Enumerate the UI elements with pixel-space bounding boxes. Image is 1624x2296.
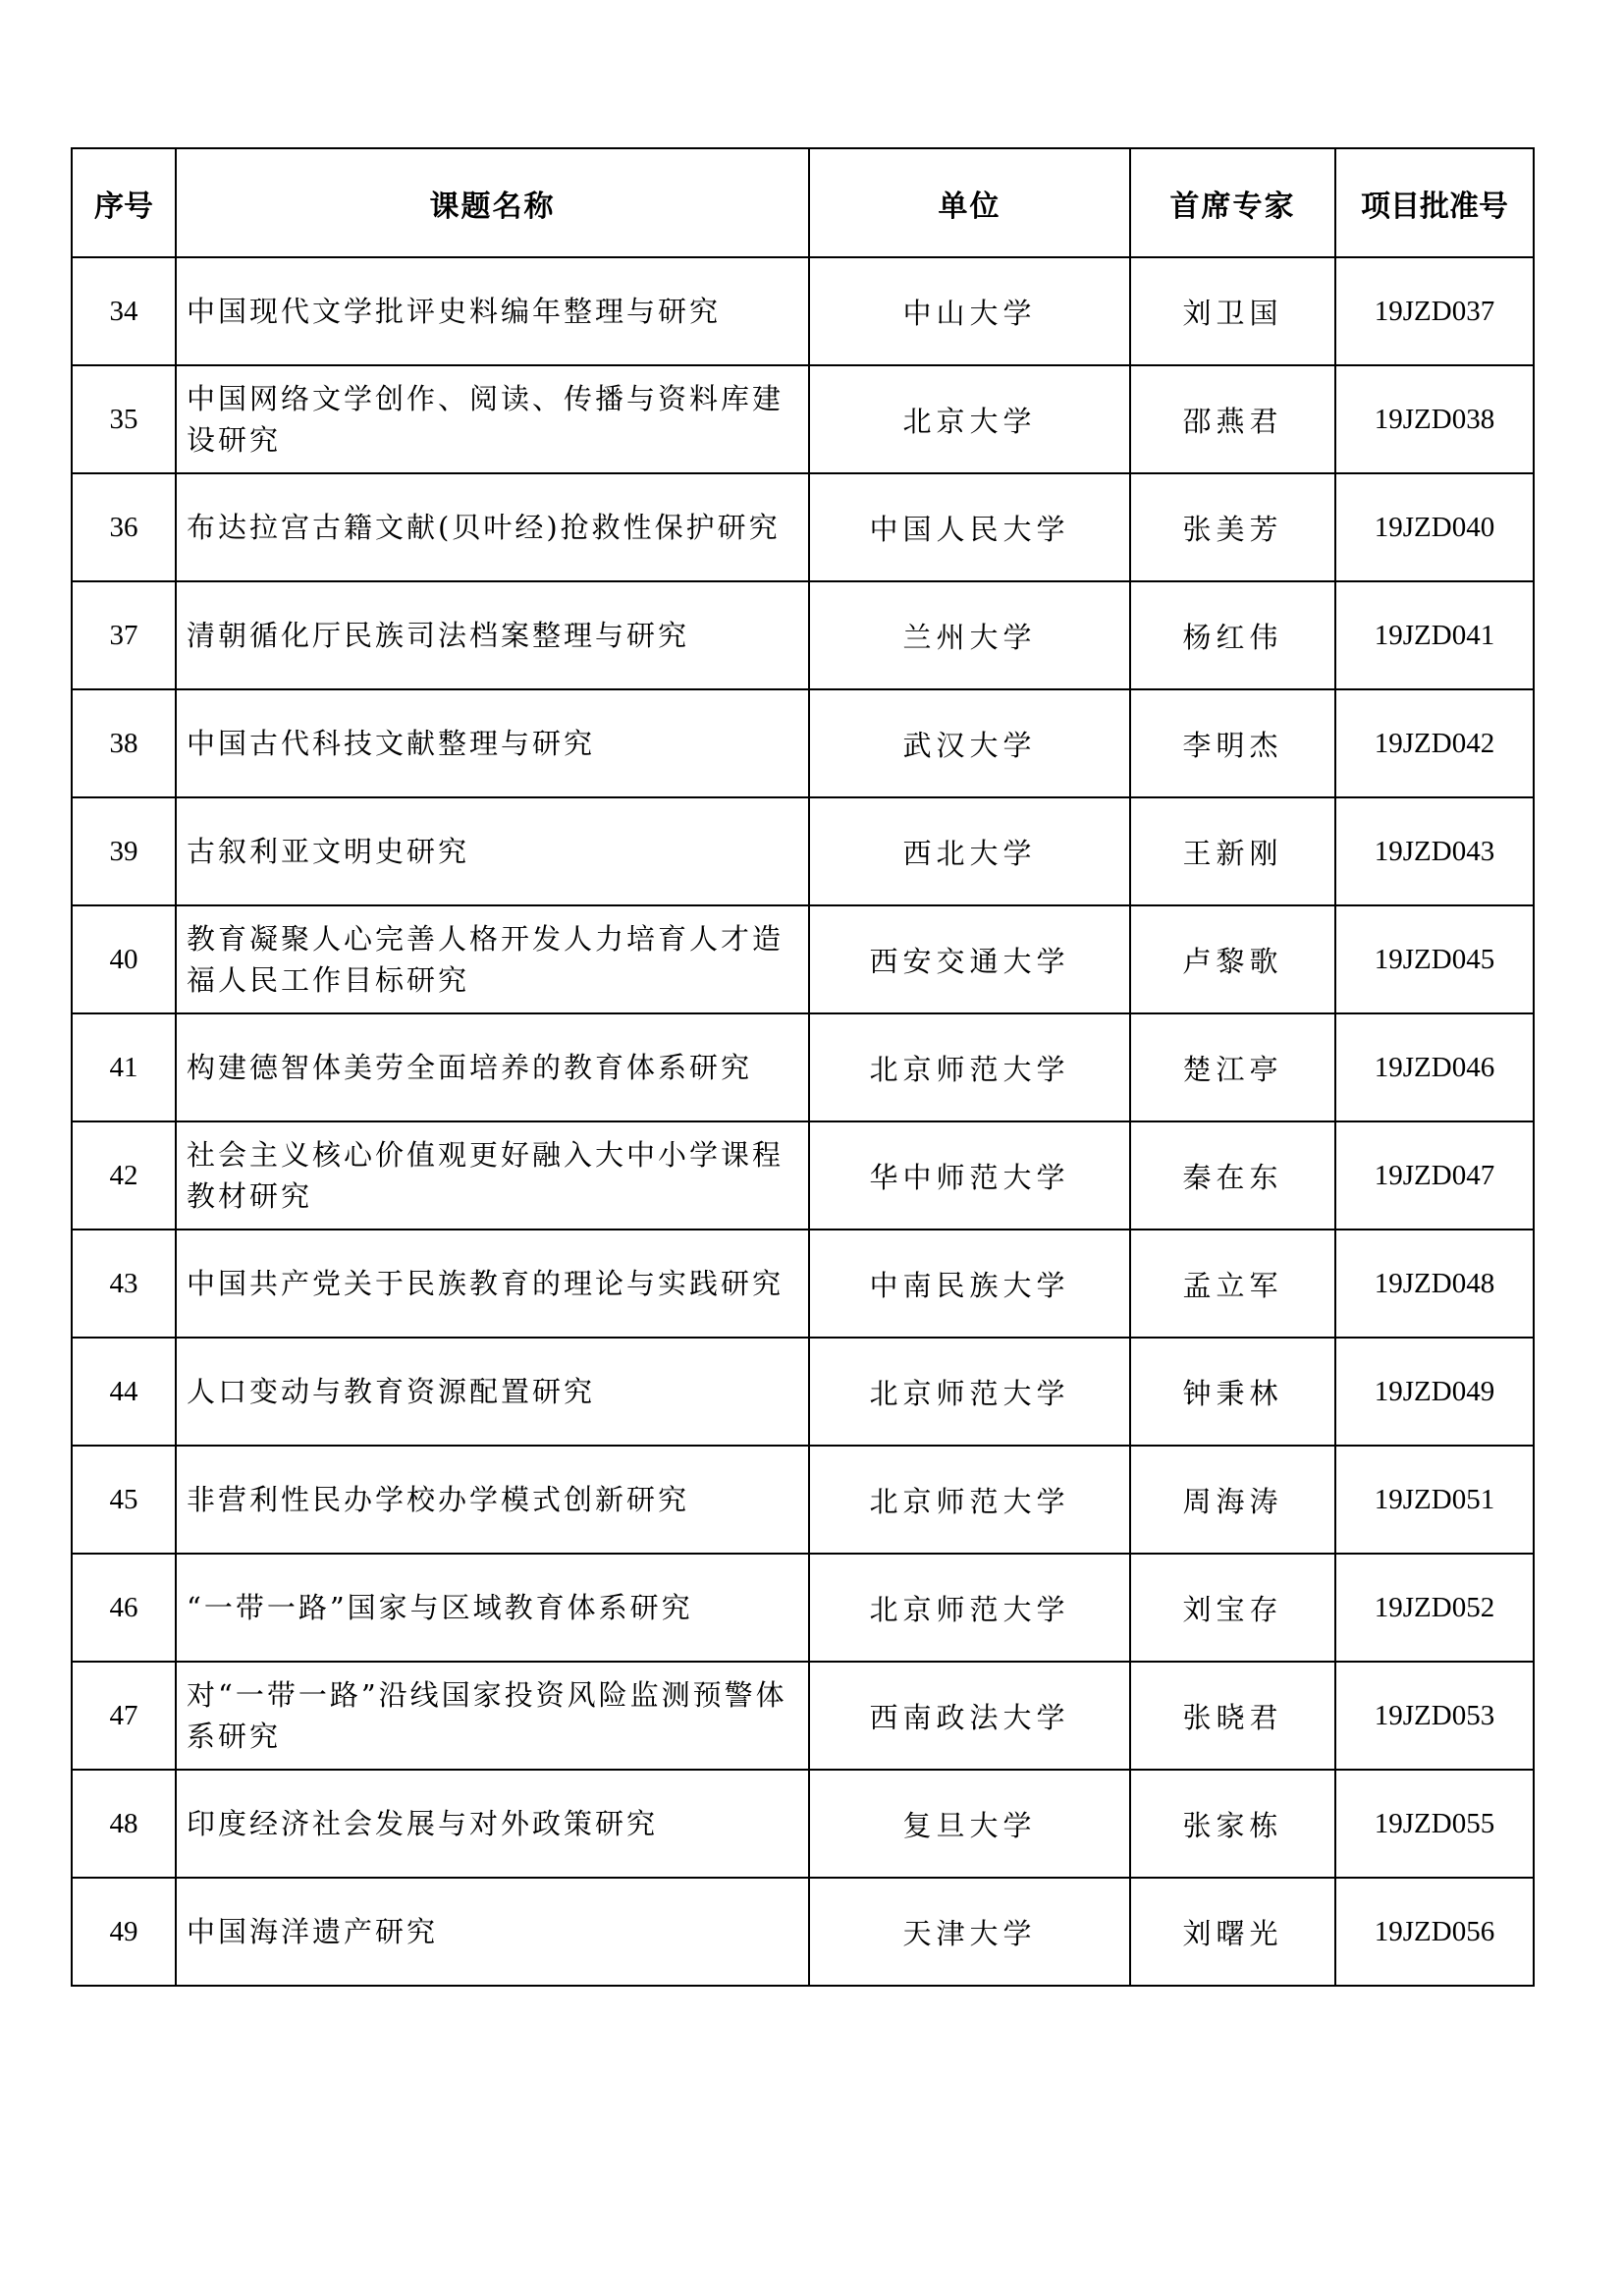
row-project-title: 中国网络文学创作、阅读、传播与资料库建设研究 xyxy=(176,365,809,473)
row-seq-number: 48 xyxy=(72,1770,176,1878)
row-project-title: 社会主义核心价值观更好融入大中小学课程教材研究 xyxy=(176,1121,809,1230)
row-institution: 北京大学 xyxy=(809,365,1130,473)
row-approval-number: 19JZD038 xyxy=(1335,365,1534,473)
row-institution: 北京师范大学 xyxy=(809,1013,1130,1121)
table-row xyxy=(72,1013,1534,1121)
row-approval-number: 19JZD045 xyxy=(1335,905,1534,1013)
row-seq-number: 36 xyxy=(72,473,176,581)
row-institution: 中国人民大学 xyxy=(809,473,1130,581)
row-chief-expert: 张晓君 xyxy=(1130,1662,1335,1770)
row-seq-number: 40 xyxy=(72,905,176,1013)
row-approval-number: 19JZD049 xyxy=(1335,1338,1534,1446)
row-institution: 兰州大学 xyxy=(809,581,1130,689)
row-seq-number: 42 xyxy=(72,1121,176,1230)
row-chief-expert: 刘曙光 xyxy=(1130,1878,1335,1986)
table-row xyxy=(72,365,1534,473)
table-row xyxy=(72,1878,1534,1986)
row-seq-number: 41 xyxy=(72,1013,176,1121)
header-seq: 序号 xyxy=(72,148,176,257)
table-body xyxy=(72,257,1534,1986)
row-institution: 武汉大学 xyxy=(809,689,1130,797)
row-project-title: 构建德智体美劳全面培养的教育体系研究 xyxy=(176,1013,809,1121)
row-approval-number: 19JZD037 xyxy=(1335,257,1534,365)
project-table xyxy=(71,147,1535,1987)
header-title: 课题名称 xyxy=(176,148,809,257)
row-chief-expert: 孟立军 xyxy=(1130,1230,1335,1338)
row-project-title: 中国共产党关于民族教育的理论与实践研究 xyxy=(176,1230,809,1338)
table-row xyxy=(72,1230,1534,1338)
row-project-title: 古叙利亚文明史研究 xyxy=(176,797,809,905)
row-project-title: 清朝循化厅民族司法档案整理与研究 xyxy=(176,581,809,689)
row-project-title: 中国古代科技文献整理与研究 xyxy=(176,689,809,797)
row-approval-number: 19JZD047 xyxy=(1335,1121,1534,1230)
row-institution: 华中师范大学 xyxy=(809,1121,1130,1230)
row-chief-expert: 秦在东 xyxy=(1130,1121,1335,1230)
row-chief-expert: 刘宝存 xyxy=(1130,1554,1335,1662)
row-seq-number: 34 xyxy=(72,257,176,365)
row-seq-number: 38 xyxy=(72,689,176,797)
table-row xyxy=(72,473,1534,581)
row-chief-expert: 杨红伟 xyxy=(1130,581,1335,689)
row-seq-number: 44 xyxy=(72,1338,176,1446)
row-approval-number: 19JZD046 xyxy=(1335,1013,1534,1121)
header-code: 项目批准号 xyxy=(1335,148,1534,257)
row-chief-expert: 卢黎歌 xyxy=(1130,905,1335,1013)
row-project-title: 布达拉宫古籍文献(贝叶经)抢救性保护研究 xyxy=(176,473,809,581)
row-institution: 北京师范大学 xyxy=(809,1554,1130,1662)
header-row xyxy=(72,148,1534,257)
row-approval-number: 19JZD055 xyxy=(1335,1770,1534,1878)
row-institution: 天津大学 xyxy=(809,1878,1130,1986)
row-seq-number: 45 xyxy=(72,1446,176,1554)
row-chief-expert: 王新刚 xyxy=(1130,797,1335,905)
row-approval-number: 19JZD056 xyxy=(1335,1878,1534,1986)
row-institution: 北京师范大学 xyxy=(809,1338,1130,1446)
row-seq-number: 47 xyxy=(72,1662,176,1770)
table-row xyxy=(72,689,1534,797)
row-seq-number: 46 xyxy=(72,1554,176,1662)
row-chief-expert: 李明杰 xyxy=(1130,689,1335,797)
row-chief-expert: 钟秉林 xyxy=(1130,1338,1335,1446)
row-seq-number: 37 xyxy=(72,581,176,689)
row-chief-expert: 张家栋 xyxy=(1130,1770,1335,1878)
row-chief-expert: 张美芳 xyxy=(1130,473,1335,581)
row-project-title: 非营利性民办学校办学模式创新研究 xyxy=(176,1446,809,1554)
row-approval-number: 19JZD042 xyxy=(1335,689,1534,797)
row-institution: 中山大学 xyxy=(809,257,1130,365)
row-approval-number: 19JZD053 xyxy=(1335,1662,1534,1770)
row-project-title: 教育凝聚人心完善人格开发人力培育人才造福人民工作目标研究 xyxy=(176,905,809,1013)
row-institution: 北京师范大学 xyxy=(809,1446,1130,1554)
table-row xyxy=(72,257,1534,365)
row-approval-number: 19JZD043 xyxy=(1335,797,1534,905)
row-approval-number: 19JZD041 xyxy=(1335,581,1534,689)
row-project-title: 对“一带一路”沿线国家投资风险监测预警体系研究 xyxy=(176,1662,809,1770)
table-row xyxy=(72,1770,1534,1878)
table-row xyxy=(72,797,1534,905)
table-header xyxy=(72,148,1534,257)
row-seq-number: 43 xyxy=(72,1230,176,1338)
row-institution: 中南民族大学 xyxy=(809,1230,1130,1338)
table-row xyxy=(72,1554,1534,1662)
table-row xyxy=(72,905,1534,1013)
header-unit: 单位 xyxy=(809,148,1130,257)
row-seq-number: 49 xyxy=(72,1878,176,1986)
row-approval-number: 19JZD051 xyxy=(1335,1446,1534,1554)
row-project-title: 印度经济社会发展与对外政策研究 xyxy=(176,1770,809,1878)
row-project-title: 中国现代文学批评史料编年整理与研究 xyxy=(176,257,809,365)
table-row xyxy=(72,581,1534,689)
row-approval-number: 19JZD040 xyxy=(1335,473,1534,581)
table-row xyxy=(72,1446,1534,1554)
row-approval-number: 19JZD048 xyxy=(1335,1230,1534,1338)
row-project-title: “一带一路”国家与区域教育体系研究 xyxy=(176,1554,809,1662)
row-institution: 西南政法大学 xyxy=(809,1662,1130,1770)
row-approval-number: 19JZD052 xyxy=(1335,1554,1534,1662)
row-project-title: 人口变动与教育资源配置研究 xyxy=(176,1338,809,1446)
table-row xyxy=(72,1662,1534,1770)
table-row xyxy=(72,1338,1534,1446)
row-chief-expert: 周海涛 xyxy=(1130,1446,1335,1554)
row-chief-expert: 刘卫国 xyxy=(1130,257,1335,365)
row-seq-number: 35 xyxy=(72,365,176,473)
row-project-title: 中国海洋遗产研究 xyxy=(176,1878,809,1986)
header-expert: 首席专家 xyxy=(1130,148,1335,257)
row-institution: 西北大学 xyxy=(809,797,1130,905)
row-chief-expert: 邵燕君 xyxy=(1130,365,1335,473)
row-seq-number: 39 xyxy=(72,797,176,905)
table-row xyxy=(72,1121,1534,1230)
row-chief-expert: 楚江亭 xyxy=(1130,1013,1335,1121)
row-institution: 西安交通大学 xyxy=(809,905,1130,1013)
row-institution: 复旦大学 xyxy=(809,1770,1130,1878)
